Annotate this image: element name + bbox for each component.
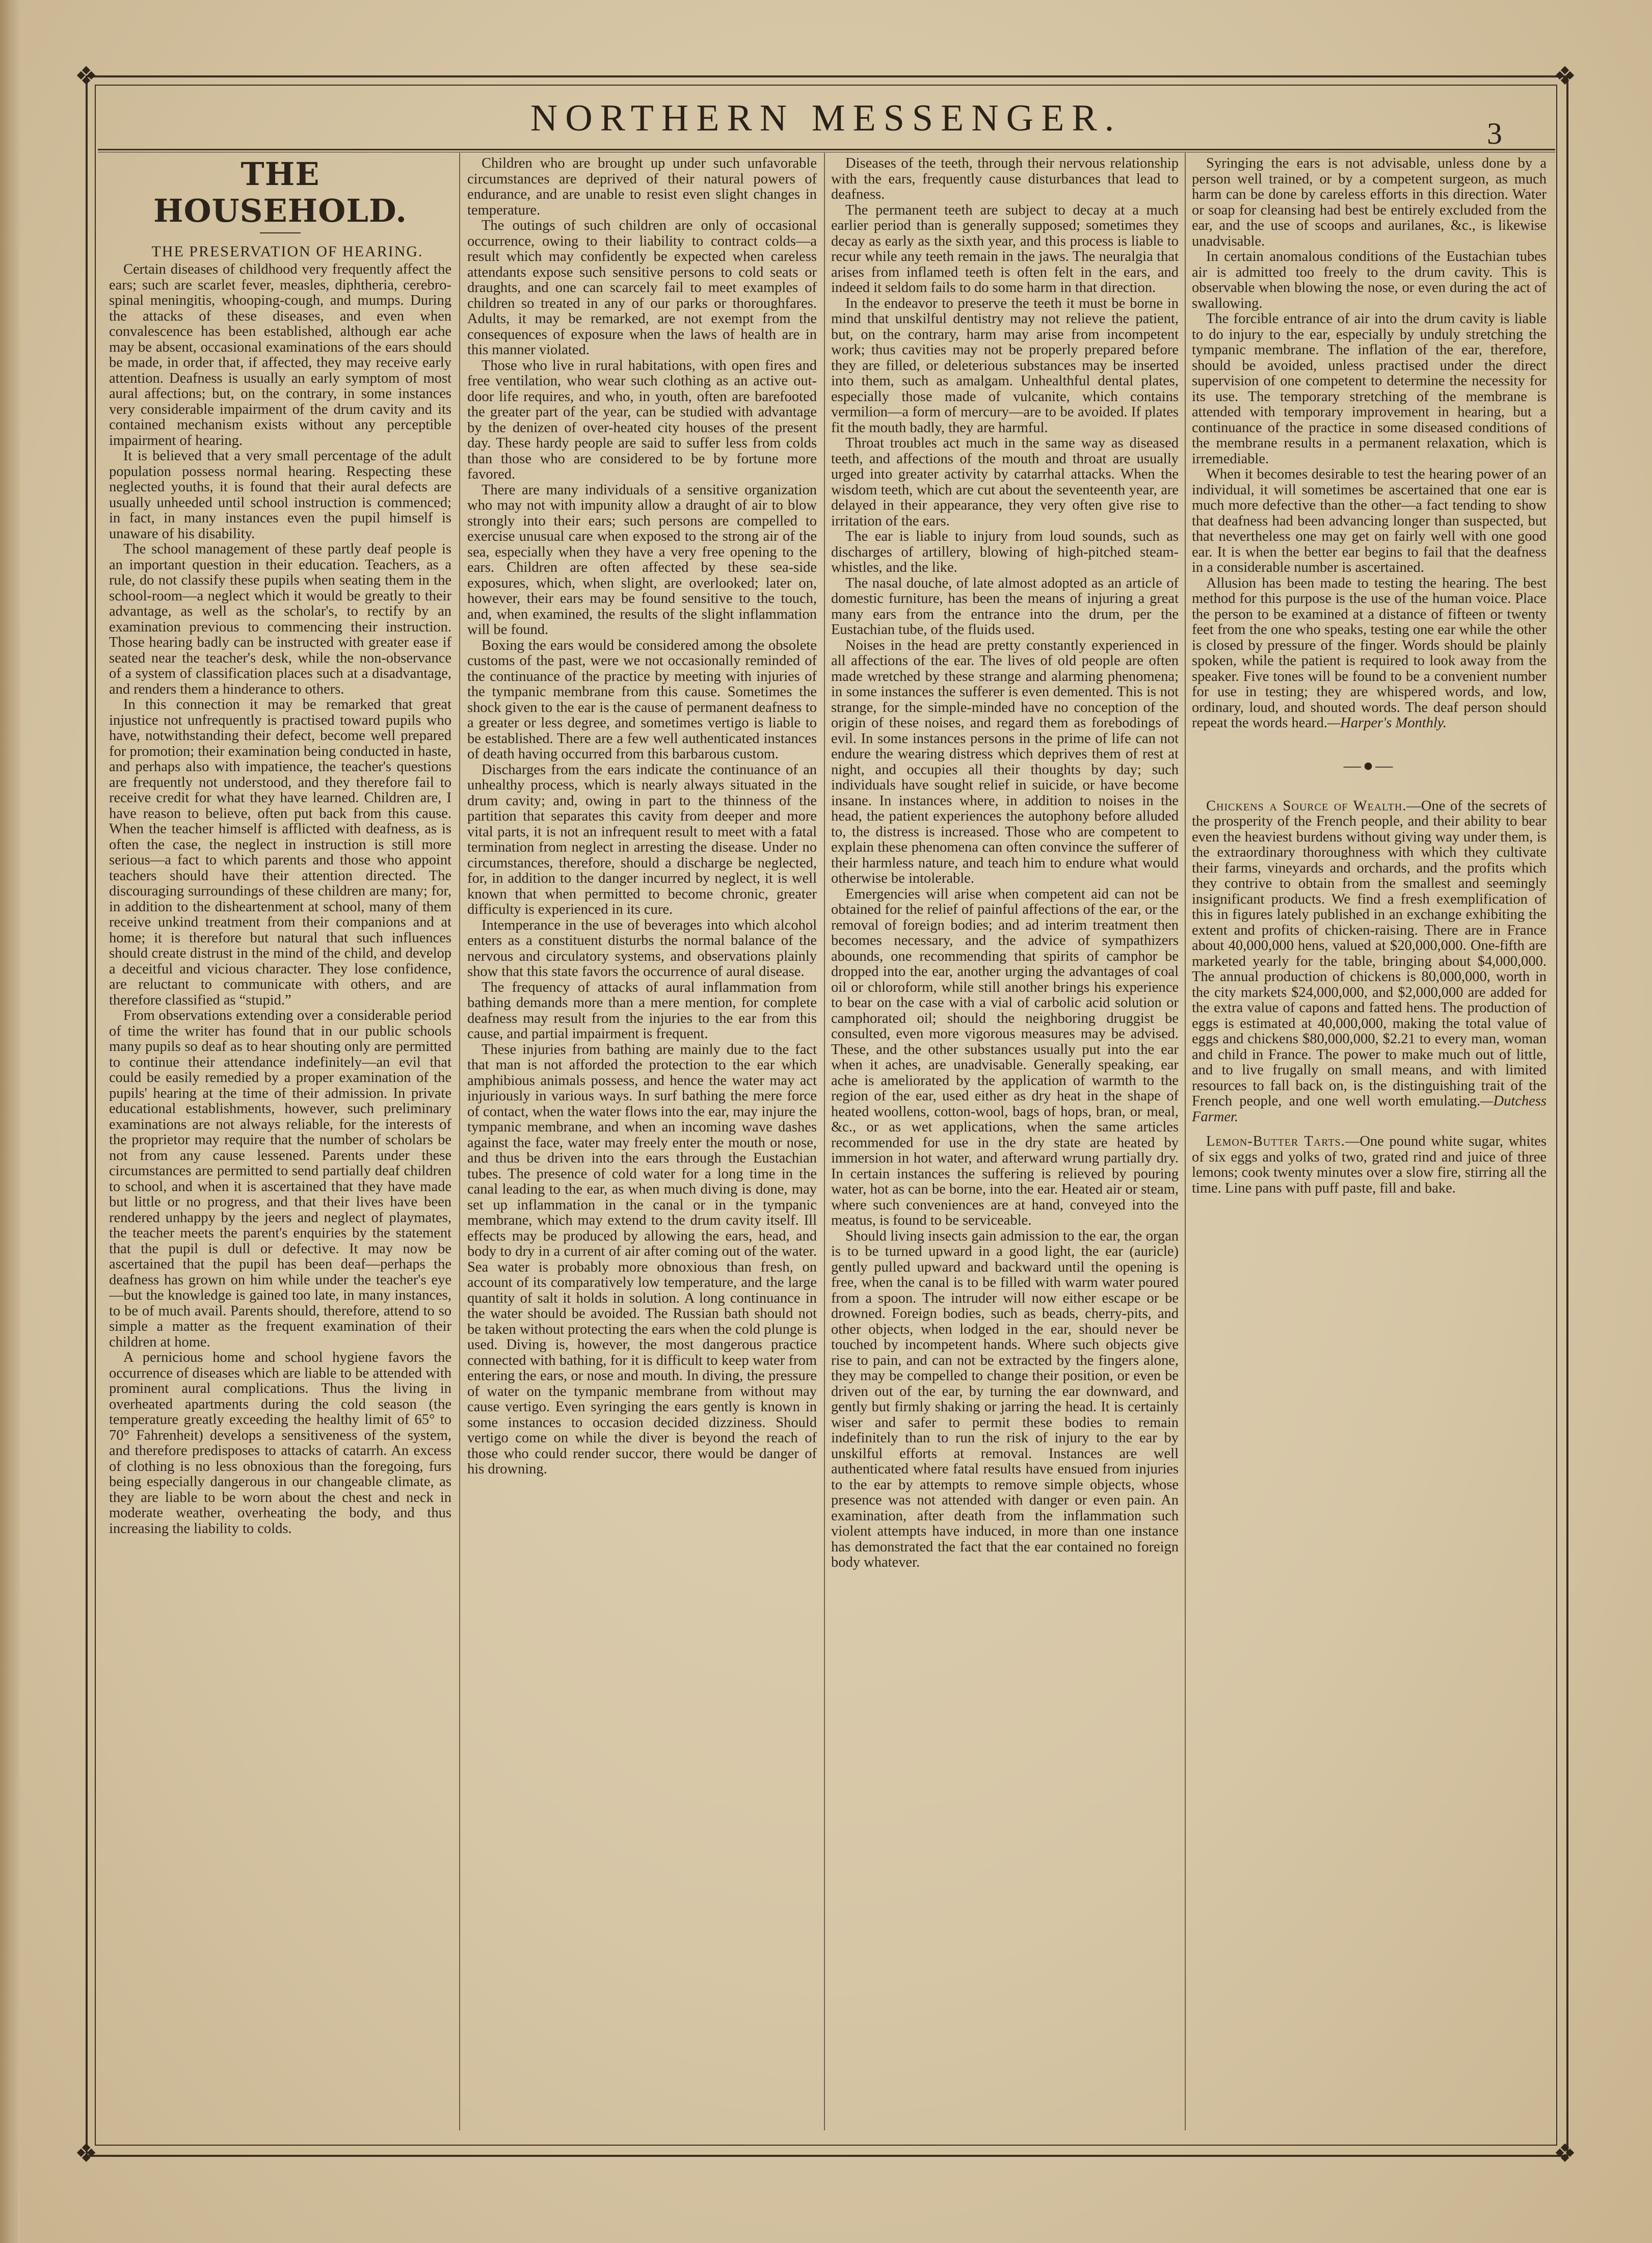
article-paragraph: The ear is liable to injury from loud sounds, such as discharges of artillery, blowing of high-pitched steam-whistles, and the like.: [831, 529, 1179, 575]
article-paragraph: Throat troubles act much in the same way as diseased teeth, and affections of the mouth and throat are usually urged into greater activity by catarrhal attacks. When the wisdom teeth, which are cut about the seventeenth year, are delayed in their appearance, they very often give rise to irritation of the ears.: [831, 435, 1179, 529]
column-rule-1: [459, 153, 460, 2130]
article-paragraph: The forcible entrance of air into the drum cavity is liable to do injury to the ear, especially by unduly stretching the tympanic membrane. The inflation of the ear, therefore, should be avoided, unless practised under the direct supervision of one competent to determine the necessity for its use. The temporary stretching of the membrane is attended with temporary improvement in hearing, but a continuance of the practice in some diseased conditions of the membrane results in a permanent relaxation, which is irremediable.: [1192, 311, 1547, 467]
page-number: 3: [1487, 117, 1502, 150]
article-paragraph: The outings of such children are only of occasional occurrence, owing to their liability to contract colds—a result which may confidently be expected when careless attendants expose such sensitive persons to cold seats or draughts, and one can scarcely fail to meet examples of children so treated in any of our parks or thoroughfares. Adults, it may be remarked, are not exempt from the consequences of exposure when the laws of health are in this manner violated.: [467, 218, 817, 358]
article-paragraph: In this connection it may be remarked that great injustice not unfrequently is practised toward pupils who have, notwithstanding their defect, become well prepared for promotion; their examination being conducted in haste, and perhaps also with impatience, the teacher's questions are frequently not understood, and they therefore fail to receive credit for what they have learned. Children are, I have reason to believe, often put back from this cause. When the teacher himself is afflicted with deafness, as is often the case, the neglect in instruction is still more serious—a fact to which parents and those who appoint teachers should have their attention directed. The discouraging surroundings of these children are many; for, in addition to the disheartenment at school, many of them receive unkind treatment from their companions and at home; it is therefore but natural that such influences should create distrust in the mind of the child, and develop a deceitful and vicious character. They lose confidence, are reluctant to communicate with others, and are therefore classified as “stupid.”: [109, 697, 451, 1008]
article-paragraph: [1192, 576, 1547, 731]
section-title: THE HOUSEHOLD.: [153, 156, 407, 229]
article-paragraph: In certain anomalous conditions of the Eustachian tubes air is admitted too freely to the drum cavity. This is observable when blowing the nose, or even during the act of swallowing.: [1192, 249, 1547, 311]
article-paragraph: Should living insects gain admission to the ear, the organ is to be turned upward in a good light, the ear (auricle) gently pulled upward and backward until the opening is free, when the canal is to be filled with warm water poured from a spoon. The intruder will now either escape or be drowned. Foreign bodies, such as beads, cherry-pits, and other objects, when lodged in the ear, should never be touched by incompetent hands. Where such objects give rise to pain, and can not be extracted by the fingers alone, they may be compelled to change their position, or even be driven out of the ear, by turning the ear downward, and gently but firmly shaking or jarring the head. It is certainly wiser and safer to permit these bodies to remain indefinitely than to run the risk of injury to the ear by unskilful efforts at removal. Instances are well authenticated where fatal results have ensued from injuries to the ear by attempts to remove simple objects, whose presence was not attended with danger or even pain. An examination, after death from the inflammation such violent attempts have induced, in more than one instance has demonstrated the fact that the ear contained no foreign body whatever.: [831, 1228, 1179, 1570]
corner-ornament-bottom-right: ❖: [1553, 2139, 1577, 2168]
article-paragraph: The frequency of attacks of aural inflammation from bathing demands more than a mere mention, for complete deafness may result from the injuries to the ear from this cause, and partial impairment is frequent.: [467, 979, 817, 1042]
article-paragraph: Syringing the ears is not advisable, unless done by a person well trained, or by a competent surgeon, as much harm can be done by careless efforts in this direction. Water or soap for cleansing had best be entirely excluded from the ear, and the use of scoops and aurilanes, &c., is likewise unadvisable.: [1192, 156, 1547, 249]
article-paragraph-text: Allusion has been made to testing the hearing. The best method for this purpose is the use of the human voice. Place the person to be examined at a distance of fifteen or twenty feet from the one who speaks, testing one ear while the other is closed by pressure of the finger. Words should be plainly spoken, while the patient is required to look away from the speaker. Five tones will be found to be a convenient number for use in testing; they are whispered words, and low, ordinary, loud, and shouted words. The deaf person should repeat the words heard.: [1192, 575, 1547, 731]
corner-ornament-top-right: ❖: [1553, 61, 1577, 91]
lemon-tarts-body: —One pound white sugar, whites of six eggs and yolks of two, grated rind and juice of three lemons; cook twenty minutes over a slow fire, stirring all the time. Line pans with puff paste, fill and bake.: [1192, 1133, 1547, 1196]
column-4: [1192, 156, 1547, 2128]
masthead: NORTHERN MESSENGER.: [530, 97, 1122, 139]
column-rule-3: [1185, 153, 1186, 2130]
masthead-rule: [98, 149, 1555, 152]
article-paragraph: In the endeavor to preserve the teeth it must be borne in mind that unskilful dentistry may not relieve the patient, but, on the contrary, harm may arise from incompetent work; thus cavities may not be properly prepared before they are filled, or deleterious substances may be inserted into them, such as amalgam. Unhealthful dental plates, especially those made of vulcanite, which contains vermilion—a form of mercury—are to be avoided. If plates fit the mouth badly, they are harmful.: [831, 295, 1179, 436]
chickens-heading: Chickens a Source of Wealth.: [1206, 798, 1407, 814]
corner-ornament-top-left: ❖: [74, 61, 98, 91]
article-paragraph: Boxing the ears would be considered among the obsolete customs of the past, were we not occasionally reminded of the continuance of the practice by meeting with injuries of the tympanic membrane from this cause. Sometimes the shock given to the ear is the cause of permanent deafness to a greater or less degree, and sometimes vertigo is liable to be established. There are a few well authenticated instances of death having occurred from this barbarous custom.: [467, 637, 817, 762]
article-title: THE PRESERVATION OF HEARING.: [151, 243, 423, 260]
chickens-body: —One of the secrets of the prosperity of the French people, and their ability to bear even the heaviest burdens without giving way under them, is the extraordinary thoroughness with which they cultivate their farms, vineyards and orchards, and the profits which they contrive to obtain from the smallest and seemingly insignificant products. We find a fresh exemplification of this in figures lately published in an exchange exhibiting the extent and profits of chicken-raising. There are in France about 40,000,000 hens, valued at $20,000,000. One-fifth are marketed yearly for the table, bringing about $4,000,000. The annual production of chickens is 80,000,000, worth in the city markets $24,000,000, and $2,000,000 are added for the extra value of capons and fatted hens. The production of eggs is estimated at 40,000,000, making the total value of eggs and chickens $80,000,000, $2.21 to every man, woman and child in France. The power to make much out of little, and to live frugally on small means, and with limited resources to fall back on, is the distinguishing trait of the French people, and one well worth emulating.: [1192, 798, 1547, 1109]
article-paragraph: There are many individuals of a sensitive organization who may not with impunity allow a draught of air to blow strongly into their ears; such persons are compelled to exercise unusual care when exposed to the strong air of the sea, especially when they have a very free opening to the ears. Children are often affected by these sea-side exposures, which, when slight, are overlooked; later on, however, their ears may be found sensitive to the touch, and, when examined, the results of the slight inflammation will be found.: [467, 482, 817, 638]
article-paragraph: When it becomes desirable to test the hearing power of an individual, it will sometimes be ascertained that one ear is much more defective than the other—a fact tending to show that deafness had been advancing longer than suspected, but that nevertheless one may get on fairly well with one good ear. It is when the better ear begins to fail that the deafness in a considerable number is ascertained.: [1192, 466, 1547, 575]
article-paragraph: The permanent teeth are subject to decay at a much earlier period than is generally supposed; sometimes they decay as early as the sixth year, and this process is liable to recur while any teeth remain in the jaws. The neuralgia that arises from inflamed teeth is often felt in the ears, and indeed it seldom fails to do some harm in that direction.: [831, 202, 1179, 296]
chickens-article: [1192, 799, 1547, 1125]
article-paragraph: Discharges from the ears indicate the continuance of an unhealthy process, which is nearly always situated in the drum cavity; and, owing in part to the thinness of the partition that separates this cavity from deeper and more vital parts, it is not an infrequent result to meet with a fatal termination from neglect in arresting the disease. Under no circumstances, therefore, should a discharge be neglected, for, in addition to the danger incurred by neglect, it is well known that when permitted to become chronic, greater difficulty is experienced in its cure.: [467, 761, 817, 917]
article-paragraph: A pernicious home and school hygiene favors the occurrence of diseases which are liable to be attended with prominent aural complications. Thus the living in overheated apartments during the cold season (the temperature greatly exceeding the healthy limit of 65° to 70° Fahrenheit) develops a sensitiveness of the system, and therefore predisposes to attacks of catarrh. An excess of clothing is no less obnoxious than the foregoing, furs being especially dangerous in our changeable climate, as they are liable to be worn about the chest and neck in moderate weather, overheating the body, and thus increasing the liability to colds.: [109, 1350, 451, 1537]
page-edge: [0, 0, 20, 2243]
article-paragraph: Those who live in rural habitations, with open fires and free ventilation, who wear such clothing as an active out-door life requires, and who, in youth, often are barefooted the greater part of the year, can be studied with advantage by the denizen of over-heated city houses of the present day. These hardy people are said to suffer less from colds than those who are considered to be by fortune more favored.: [467, 357, 817, 482]
article-paragraph: The nasal douche, of late almost adopted as an article of domestic furniture, has been the means of injuring a great many ears from the entrance into the drum, per the Eustachian tube, of the fluids used.: [831, 575, 1179, 638]
article-paragraph: These injuries from bathing are mainly due to the fact that man is not afforded the protection to the ear which amphibious animals possess, and hence the water may act injuriously in various ways. In surf bathing the mere force of contact, when the water flows into the ear, may injure the tympanic membrane, and when an incoming wave dashes against the face, water may freely enter the mouth or nose, and thus be driven into the ears through the Eustachian tubes. The presence of cold water for a long time in the canal leading to the ear, as when much diving is done, may set up inflammation in the canal or in the tympanic membrane, which may extend to the drum cavity itself. Ill effects may be produced by allowing the ears, head, and body to dry in a current of air after coming out of the water. Sea water is probably more obnoxious than fresh, on account of its comparatively low temperature, and the large quantity of salt it holds in solution. A long continuance in the water should be avoided. The Russian bath should not be taken without protecting the ears when the cold plunge is used. Diving is, however, the most dangerous practice connected with bathing, for it is difficult to keep water from entering the ears, or nose and mouth. In diving, the pressure of water on the tympanic membrane from without may cause vertigo. Even syringing the ears gently is known in some instances to occasion decided dizziness. Should vertigo come on while the diver is beyond the reach of those who could render succor, there would be danger of his drowning.: [467, 1041, 817, 1477]
lemon-tarts-heading: Lemon-Butter Tarts.: [1206, 1133, 1345, 1149]
column-rule-2: [824, 153, 825, 2130]
article-paragraph: Diseases of the teeth, through their nervous relationship with the ears, frequently cause disturbances that lead to deafness.: [831, 156, 1179, 202]
article-source: —Harper's Monthly.: [1327, 715, 1447, 731]
article-paragraph: Children who are brought up under such unfavorable circumstances are deprived of their natural powers of endurance, and are unable to resist even slight changes in temperature.: [467, 156, 817, 218]
lemon-tarts-recipe: [1192, 1134, 1547, 1196]
title-rule: [260, 232, 301, 233]
article-paragraph: It is believed that a very small percentage of the adult population possess normal hearing. Respecting these neglected youths, it is found that their aural defects are usually unheeded until school instruction is commenced; in fact, in many instances even the pupil himself is unaware of his disability.: [109, 448, 451, 542]
article-paragraph: The school management of these partly deaf people is an important question in their education. Teachers, as a rule, do not classify these pupils when seating them in the school-room—a neglect which it would be greatly to their advantage, as well as the scholar's, to rectify by an examination previous to commencing their instruction. Those hearing badly can be instructed with greater ease if seated near the teacher's desk, while the non-observance of a system of classification places such at a disadvantage, and renders them a hinderance to others.: [109, 541, 451, 697]
corner-ornament-bottom-left: ❖: [74, 2139, 98, 2168]
article-paragraph: Noises in the head are pretty constantly experienced in all affections of the ear. The lives of old people are often made wretched by these strange and alarming phenomena; in some instances the sufferer is even demented. This is not strange, for the simple-minded have no conception of the origin of these noises, and regard them as forebodings of evil. In some instances persons in the prime of life can not endure the wearing distress which deprives them of rest at night, and occupies all their thoughts by day; such individuals have sought relief in suicide, or have become insane. In instances where, in addition to noises in the head, the patient experiences the autophony before alluded to, the distress is increased. Those who are competent to explain these phenomena can often convince the sufferer of their harmless nature, and teach him to endure what would otherwise be intolerable.: [831, 637, 1179, 886]
section-divider-ornament: —●—: [1343, 756, 1395, 775]
article-paragraph: Emergencies will arise when competent aid can not be obtained for the relief of painful affections of the ear, or the removal of foreign bodies; and ad interim treatment then becomes necessary, and the advice of sympathizers abounds, one recommending that spirits of camphor be dropped into the ear, another urging the advantages of coal oil or chloroform, while still another brings his experience to bear on the case with a vial of carbolic acid solution or camphorated oil; should the neighboring druggist be consulted, even more vigorous measures may be advised. These, and the other substances usually put into the ear when it aches, are unadvisable. Generally speaking, ear ache is ameliorated by the application of warmth to the region of the ear, used either as dry heat in the shape of heated woollens, cotton-wool, bags of hops, bran, or meal, &c., or as wet applications, when the same articles recommended for use in the dry state are heated by immersion in hot water, and afterward wrung partially dry. In certain instances the suffering is relieved by pouring water, hot as can be borne, into the ear. Heated air or steam, where such conveniences are at hand, conveyed into the meatus, is found to be serviceable.: [831, 886, 1179, 1228]
article-paragraph: Certain diseases of childhood very frequently affect the ears; such are scarlet fever, measles, diphtheria, cerebro-spinal meningitis, whooping-cough, and mumps. During the attacks of these diseases, and even when convalescence has been established, although ear ache may be absent, occasional examinations of the ears should be made, in order that, if affected, they may receive early attention. Deafness is usually an early symptom of most aural affections; but, on the contrary, in some instances very considerable impairment of the drum cavity and its contained mechanism exists without any perceptible impairment of hearing.: [109, 261, 451, 448]
column-2: [467, 156, 817, 2128]
chickens-source: —Dutchess Farmer.: [1192, 1093, 1547, 1125]
article-paragraph: From observations extending over a considerable period of time the writer has found that in our public schools many pupils so deaf as to hear shouting only are permitted to continue their attendance indefinitely—an evil that could be easily remedied by a proper examination of the pupils' hearing at the time of their admission. In private educational establishments, however, such preliminary examinations are not always reliable, for the interests of the proprietor may require that the number of scholars be not from any cause lessened. Parents under these circumstances are permitted to send partially deaf children to school, and when it is ascertained that they have made but little or no progress, and that their lives have been rendered unhappy by the jeers and neglect of playmates, the teacher meets the parent's enquiries by the statement that the pupil is dull or defective. It may now be ascertained that the pupil has been deaf—perhaps the deafness has grown on him while under the teacher's eye—but the knowledge is gained too late, in many instances, to be of much avail. Parents should, therefore, attend to so simple a matter as the frequent examination of their children at home.: [109, 1008, 451, 1350]
column-3: [831, 156, 1179, 2128]
column-1: [109, 156, 451, 2128]
article-paragraph: Intemperance in the use of beverages into which alcohol enters as a constituent disturbs the normal balance of the nervous and circulatory systems, and observations plainly show that this state favors the occurrence of aural disease.: [467, 917, 817, 980]
